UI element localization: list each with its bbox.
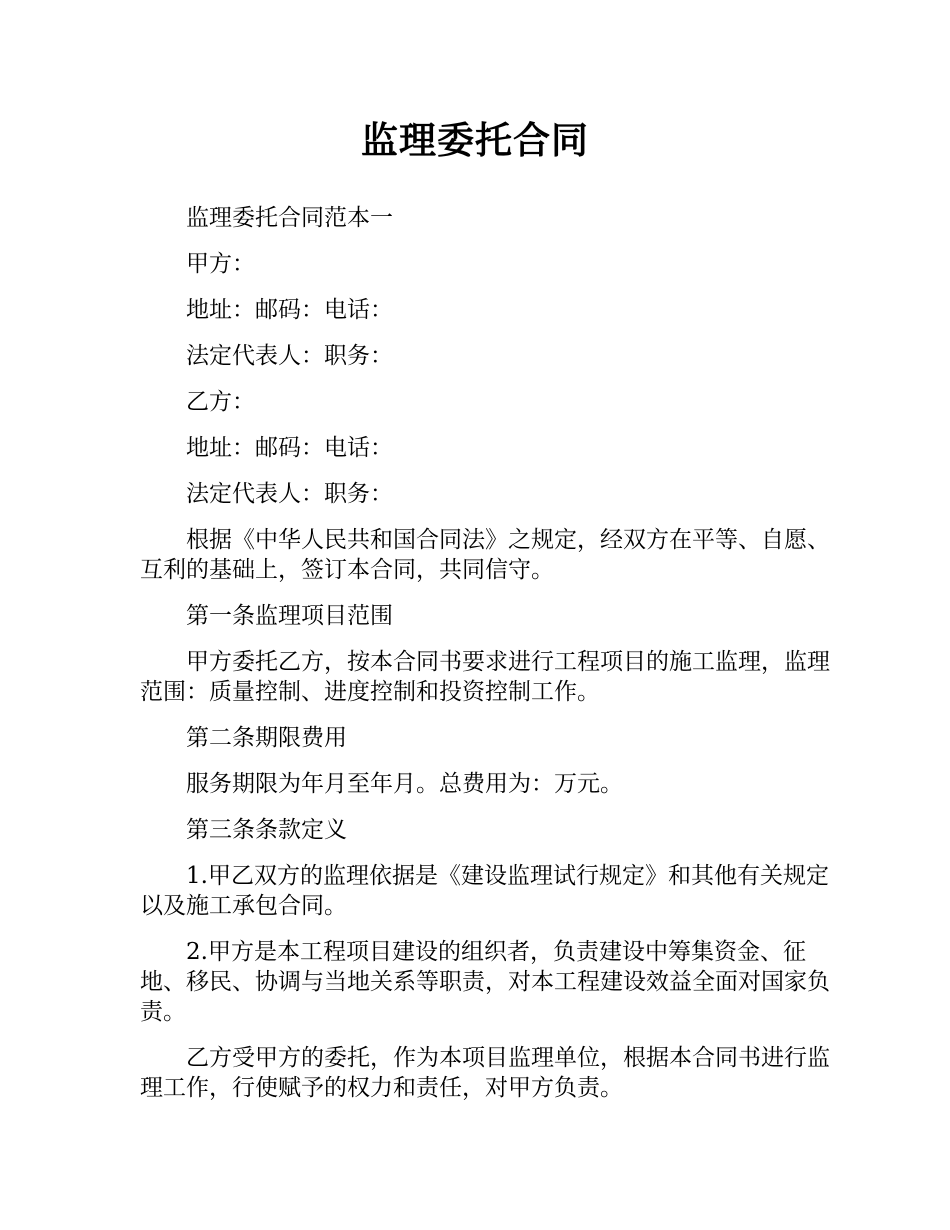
article-1-paragraph: 甲方委托乙方，按本合同书要求进行工程项目的施工监理，监理范围：质量控制、进度控制和投资控制工作。: [140, 649, 830, 705]
preamble-paragraph: 根据《中华人民共和国合同法》之规定，经双方在平等、自愿、互利的基础上，签订本合同，共同信守。: [140, 527, 830, 583]
document-body: [140, 203, 830, 1119]
article-3-party-b-paragraph: 乙方受甲方的委托，作为本项目监理单位，根据本合同书进行监理工作，行使赋予的权力和责任，对甲方负责。: [140, 1045, 830, 1101]
party-b-label: 乙方：: [186, 389, 255, 415]
article-2-heading: 第二条期限费用: [186, 725, 347, 751]
article-3-heading: 第三条条款定义: [186, 817, 347, 843]
article-2-paragraph: 服务期限为年月至年月。总费用为：万元。: [186, 771, 623, 797]
party-a-address-line: 地址：邮码：电话：: [186, 297, 393, 323]
party-a-representative-line: 法定代表人：职务：: [186, 343, 393, 369]
party-a-label: 甲方：: [186, 251, 255, 277]
article-1-heading: 第一条监理项目范围: [186, 603, 393, 629]
party-b-address-line: 地址：邮码：电话：: [186, 435, 393, 461]
document-title: 监理委托合同: [361, 119, 589, 162]
article-3-item-1: 1.甲乙双方的监理依据是《建设监理试行规定》和其他有关规定以及施工承包合同。: [140, 863, 829, 919]
party-b-representative-line: 法定代表人：职务：: [186, 481, 393, 507]
contract-subtitle: 监理委托合同范本一: [186, 205, 393, 231]
article-3-item-2: 2.甲方是本工程项目建设的组织者，负责建设中筹集资金、征地、移民、协调与当地关系等职责，对本工程建设效益全面对国家负责。: [140, 939, 830, 1025]
